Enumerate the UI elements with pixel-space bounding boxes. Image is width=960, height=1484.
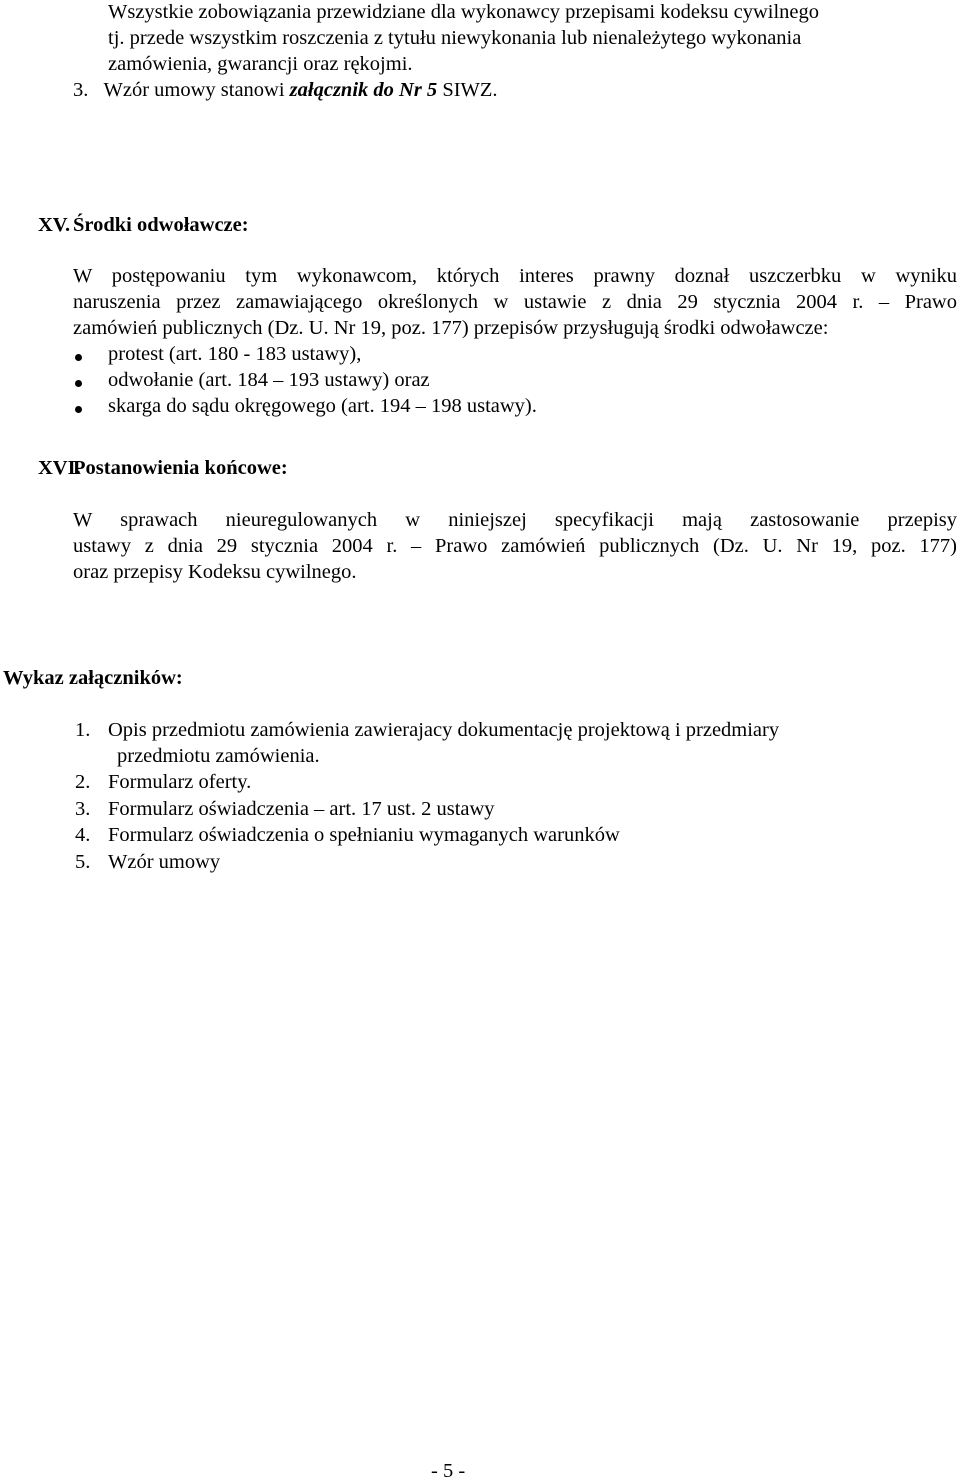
section-xv-para-line-3: zamówień publicznych (Dz. U. Nr 19, poz. 177) przepisów przysługują środki odwoławcze: [73,317,829,339]
attachment-number: 2. [75,771,91,793]
attachment-number: 5. [75,851,91,873]
bullet-item: odwołanie (art. 184 – 193 ustawy) oraz [108,369,430,391]
attachment-item-continuation: przedmiotu zamówienia. [117,745,320,767]
attachment-number: 4. [75,824,91,846]
item-number: 3. [73,79,89,101]
attachment-item: Wzór umowy [108,851,221,873]
bullet-marker [75,380,82,387]
attachment-item: Formularz oświadczenia – art. 17 ust. 2 ustawy [108,798,495,820]
attachment-number: 1. [75,719,91,741]
intro-item-3 [73,77,498,103]
section-xv-para-line-1: W postępowaniu tym wykonawcom, których interes prawny doznał uszczerbku w wyniku [73,265,957,287]
section-xvi-heading: Postanowienia końcowe: [73,457,288,479]
attachment-item: Opis przedmiotu zamówienia zawierajacy dokumentację projektową i przedmiary [108,719,780,741]
section-xvi-numeral: XVI. [38,457,81,479]
intro-line-3: zamówienia, gwarancji oraz rękojmi. [108,53,413,75]
section-xvi-para-line-1: W sprawach nieuregulowanych w niniejszej specyfikacji mają zastosowanie przepisy [73,509,957,531]
section-xvi-para-line-2: ustawy z dnia 29 stycznia 2004 r. – Prawo zamówień publicznych (Dz. U. Nr 19, poz. 177) [73,535,957,557]
bullet-item: protest (art. 180 - 183 ustawy), [108,343,362,365]
page-number: - 5 - [431,1460,466,1482]
intro-line-2: tj. przede wszystkim roszczenia z tytułu niewykonania lub nienależytego wykonania [108,27,802,49]
attachments-heading: Wykaz załączników: [3,667,183,689]
attachment-item: Formularz oświadczenia o spełnianiu wymaganych warunków [108,824,620,846]
bullet-marker [75,406,82,413]
attachment-number: 3. [75,798,91,820]
item-text: Wzór umowy stanowi [103,79,290,101]
section-xv-heading: Środki odwoławcze: [73,214,249,236]
section-xvi-para-line-3: oraz przepisy Kodeksu cywilnego. [73,561,357,583]
bullet-item: skarga do sądu okręgowego (art. 194 – 198 ustawy). [108,395,537,417]
section-xv-numeral: XV. [38,214,71,236]
section-xv-para-line-2: naruszenia przez zamawiającego określonych w ustawie z dnia 29 stycznia 2004 r. – Prawo [73,291,957,313]
attachment-item: Formularz oferty. [108,771,252,793]
item-text-end: SIWZ. [437,79,498,101]
intro-line-1: Wszystkie zobowiązania przewidziane dla wykonawcy przepisami kodeksu cywilnego [108,1,819,23]
bullet-marker [75,354,82,361]
item-text-emphasis: załącznik do Nr 5 [289,79,438,101]
